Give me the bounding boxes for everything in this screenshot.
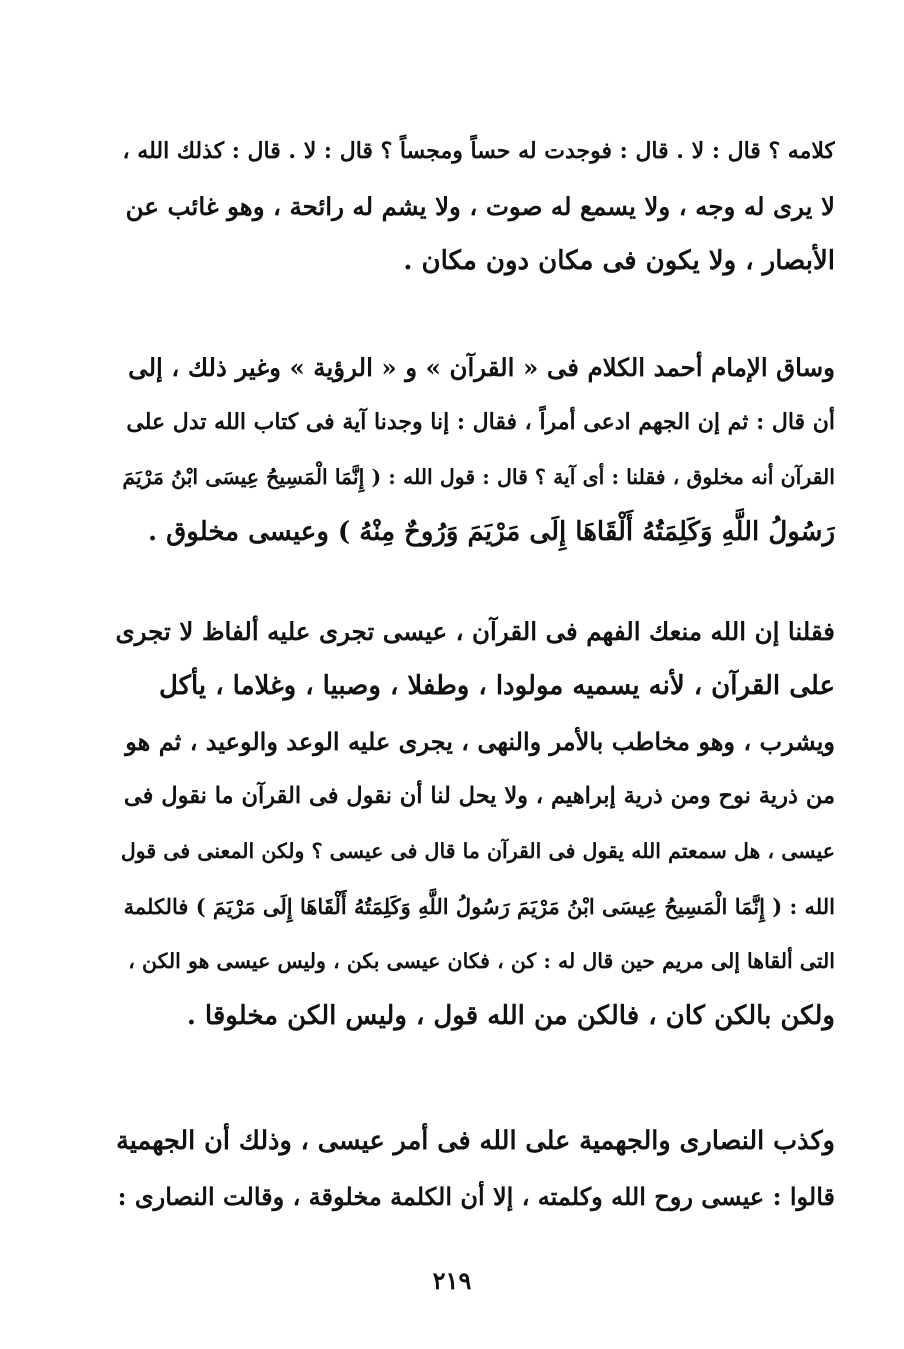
text-line: ويشرب ، وهو مخاطب بالأمر والنهى ، يجرى عليه الوعد والوعيد ، ثم هو xyxy=(125,727,835,756)
text-line-with-quran-verse: القرآن أنه مخلوق ، فقلنا : أى آية ؟ قال : قول الله : ( إِنَّمَا الْمَسِيحُ عِيسَى ابْنُ مَرْيَمَ xyxy=(122,465,835,489)
text-line: كلامه ؟ قال : لا . قال : فوجدت له حساً ومجساً ؟ قال : لا . قال : كذلك الله ، xyxy=(122,138,835,164)
text-line: أن قال : ثم إن الجهم ادعى أمراً ، فقال : إنا وجدنا آية فى كتاب الله تدل على xyxy=(126,409,835,435)
text-line: ولكن بالكن كان ، فالكن من الله قول ، وليس الكن مخلوقا . xyxy=(186,1001,835,1031)
text-line: لا يرى له وجه ، ولا يسمع له صوت ، ولا يشم له رائحة ، وهو غائب عن xyxy=(125,192,835,221)
text-line: وساق الإمام أحمد الكلام فى « القرآن » و « الرؤية » وغير ذلك ، إلى xyxy=(128,353,835,382)
text-line-with-quran-verse: رَسُولُ اللَّهِ وَكَلِمَتُهُ أَلْقَاهَا إِلَى مَرْيَمَ وَرُوحٌ مِنْهُ ) وعيسى مخلوق . xyxy=(148,517,835,547)
text-line: التى ألقاها إلى مريم حين قال له : كن ، فكان عيسى بكن ، وليس عيسى هو الكن ، xyxy=(128,949,835,973)
text-line: قالوا : عيسى روح الله وكلمته ، إلا أن الكلمة مخلوقة ، وقالت النصارى : xyxy=(117,1182,835,1211)
text-line-with-quran-verse: الله : ( إِنَّمَا الْمَسِيحُ عِيسَى ابْنُ مَرْيَمَ رَسُولُ اللَّهِ وَكَلِمَتُهُ أَلْقَاهَا إِلَى مَرْيَمَ ) فالكلمة xyxy=(123,894,835,919)
text-line: وكذب النصارى والجهمية على الله فى أمر عيسى ، وذلك أن الجهمية xyxy=(116,1126,835,1156)
text-line: على القرآن ، لأنه يسميه مولودا ، وطفلا ، وصبيا ، وغلاما ، يأكل xyxy=(158,671,835,701)
page-number: ٢١٩ xyxy=(432,1266,472,1295)
text-line: من ذرية نوح ومن ذرية إبراهيم ، ولا يحل لنا أن نقول فى القرآن ما نقول فى xyxy=(123,783,835,809)
text-line: عيسى ، هل سمعتم الله يقول فى القرآن ما قال فى عيسى ؟ ولكن المعنى فى قول xyxy=(120,839,835,863)
text-line: فقلنا إن الله منعك الفهم فى القرآن ، عيسى تجرى عليه ألفاظ لا تجرى xyxy=(115,617,835,646)
paragraph-3 xyxy=(115,604,835,1044)
text-line: الأبصار ، ولا يكون فى مكان دون مكان . xyxy=(403,246,835,276)
paragraph-2 xyxy=(115,340,835,560)
paragraph-4 xyxy=(115,1114,835,1224)
paragraph-1 xyxy=(115,124,835,289)
